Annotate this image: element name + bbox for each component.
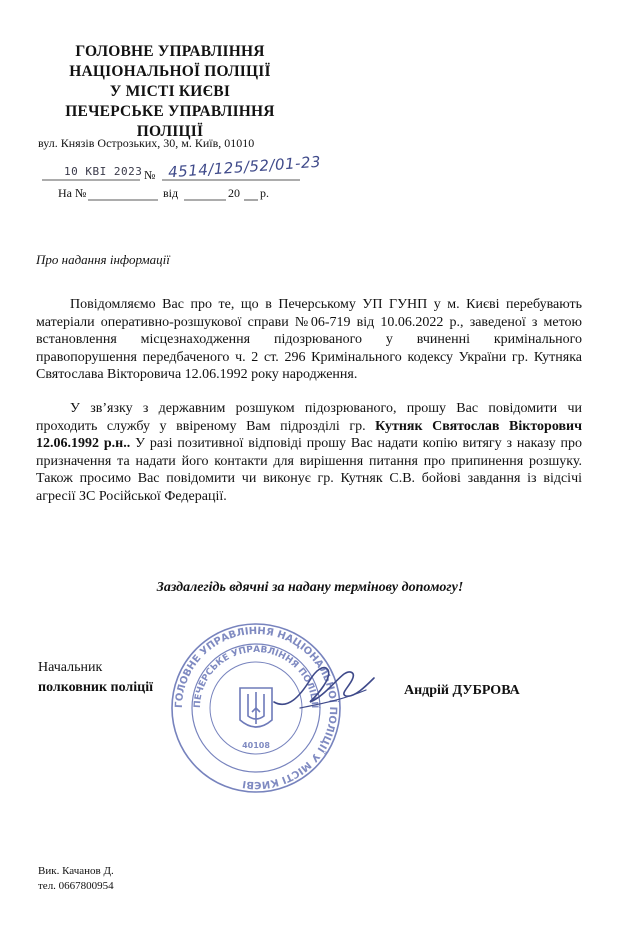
header-line-2: НАЦІОНАЛЬНОЇ ПОЛІЦІЇ bbox=[69, 63, 271, 80]
registration-date-stamp: 10 КВІ 2023 bbox=[64, 165, 143, 178]
seal-code: 40108 bbox=[242, 741, 270, 750]
paragraph-2-bold-name: Кутняк Святослав Вікторович 12.06.1992 р.н.. bbox=[36, 418, 582, 451]
handwritten-registration-number: 4514/125/52/01-23 bbox=[167, 152, 322, 182]
from-label: від bbox=[163, 186, 179, 200]
signatory-position: Начальник bbox=[38, 660, 103, 675]
thanks-line: Заздалегідь вдячні за надану термінову допомогу! bbox=[156, 580, 464, 595]
signatory-name: Андрій ДУБРОВА bbox=[404, 683, 520, 698]
header-line-4: ПЕЧЕРСЬКЕ УПРАВЛІННЯ bbox=[65, 103, 275, 120]
number-symbol: № bbox=[144, 168, 156, 182]
organization-address: вул. Князів Острозьких, 30, м. Київ, 01010 bbox=[38, 136, 255, 150]
on-number-label: На № bbox=[58, 186, 87, 200]
trident-emblem-icon bbox=[240, 688, 272, 727]
handwritten-signature bbox=[270, 650, 380, 720]
signatory-rank: полковник поліції bbox=[38, 680, 154, 695]
header-line-1: ГОЛОВНЕ УПРАВЛІННЯ bbox=[75, 43, 265, 60]
letter-subject: Про надання інформації bbox=[36, 252, 170, 267]
header-line-3: У МІСТІ КИЄВІ bbox=[109, 83, 231, 100]
executor-phone: тел. 0667800954 bbox=[38, 880, 114, 892]
paragraph-2-end: У разі позитивної відповіді прошу Вас надати копію витягу з наказу про призначення та надати його контакти для вирішення питання про припинення розшуку. Також просимо Вас повідомити чи виконує гр. Кутняк С.В. бойові завдання із відсічі агресії ЗС Російської Федерації. bbox=[36, 436, 582, 504]
header-line-5: ПОЛІЦІЇ bbox=[136, 123, 204, 140]
paragraph-2-start: У зв’язку з державним розшуком підозрюваного, прошу Вас повідомити чи проходить службу у ввіреному Вам підрозділі гр. bbox=[36, 401, 582, 434]
registration-lines bbox=[0, 0, 620, 220]
paragraph-1: Повідомляємо Вас про те, що в Печерському УП ГУНП у м. Києві перебувають матеріали оперативно-розшукової справи №06-719 від 10.06.2022 р., заведеної з метою встановлення місцезнаходження підозрюваного у вчиненні кримінального правопорушення передбаченого ч. 2 ст. 296 Кримінального кодексу України гр. Кутняка Святослава Вікторовича 12.06.1992 року народження. bbox=[36, 297, 582, 382]
seal-outer-text: ГОЛОВНЕ УПРАВЛІННЯ НАЦІОНАЛЬНОЇ ПОЛІЦІЇ У МІСТІ КИЄВІ bbox=[173, 625, 339, 791]
executor-name: Вик. Качанов Д. bbox=[38, 865, 114, 877]
paragraph-2 bbox=[36, 400, 582, 505]
year-suffix: р. bbox=[260, 186, 269, 200]
year-prefix: 20 bbox=[228, 186, 240, 200]
seal-inner-text: ПЕЧЕРСЬКЕ УПРАВЛІННЯ ПОЛІЦІЇ bbox=[192, 644, 320, 709]
